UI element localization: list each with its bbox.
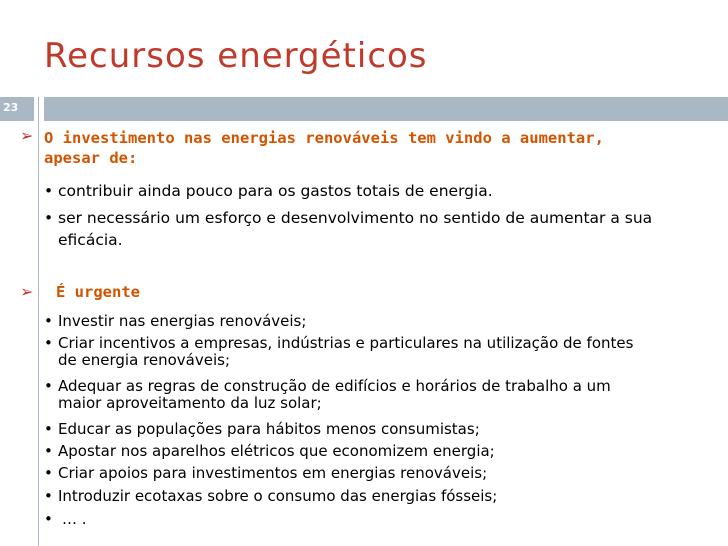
- bullet-dot-icon: •: [44, 510, 53, 528]
- bullet-dot-icon: •: [44, 312, 53, 330]
- bullet-dot-icon: •: [44, 487, 53, 505]
- arrow-bullet-icon: ➢: [20, 282, 34, 301]
- bullet-dot-icon: •: [44, 464, 53, 482]
- bullet-dot-icon: •: [44, 209, 54, 227]
- section2-heading: É urgente: [56, 283, 140, 301]
- section1-heading-line2: apesar de:: [44, 149, 138, 167]
- section1-heading-line1: O investimento nas energias renováveis tem vindo a aumentar,: [44, 129, 604, 147]
- list-item-continuation: maior aproveitamento da luz solar;: [58, 394, 322, 412]
- slide-title: Recursos energéticos: [44, 36, 428, 76]
- bullet-dot-icon: •: [44, 182, 54, 200]
- bullet-dot-icon: •: [44, 334, 53, 352]
- bullet-dot-icon: •: [44, 442, 53, 460]
- list-item-continuation: de energia renováveis;: [58, 351, 230, 369]
- slide-number: 23: [3, 101, 19, 114]
- list-item-continuation: eficácia.: [58, 231, 123, 249]
- arrow-bullet-icon: ➢: [20, 126, 34, 145]
- bullet-dot-icon: •: [44, 420, 53, 438]
- slide-content: ➢ O investimento nas energias renováveis tem vindo a aumentar, apesar de: • contribuir ainda pouco para os gastos totais de energia. • ser necessário um esforço e desenvolvimento no sentido de aumentar a sua eficácia. ➢ É urgente • Investir nas energias renováveis; • Criar incentivos a empresas, indústrias e particulares na utilização de fontes de energia renováveis; • Adequar as regras de construção de edifícios e horários de trabalho a um maior aproveitamento da luz solar; • Educar as populações para hábitos menos consumistas; • Apostar nos aparelhos elétricos que economizem energia; • Criar apoios para investimentos em energias renováveis; • Introduzir ecotaxas sobre o consumo das energias fósseis; • … .: [20, 126, 653, 528]
- bullet-dot-icon: •: [44, 377, 53, 395]
